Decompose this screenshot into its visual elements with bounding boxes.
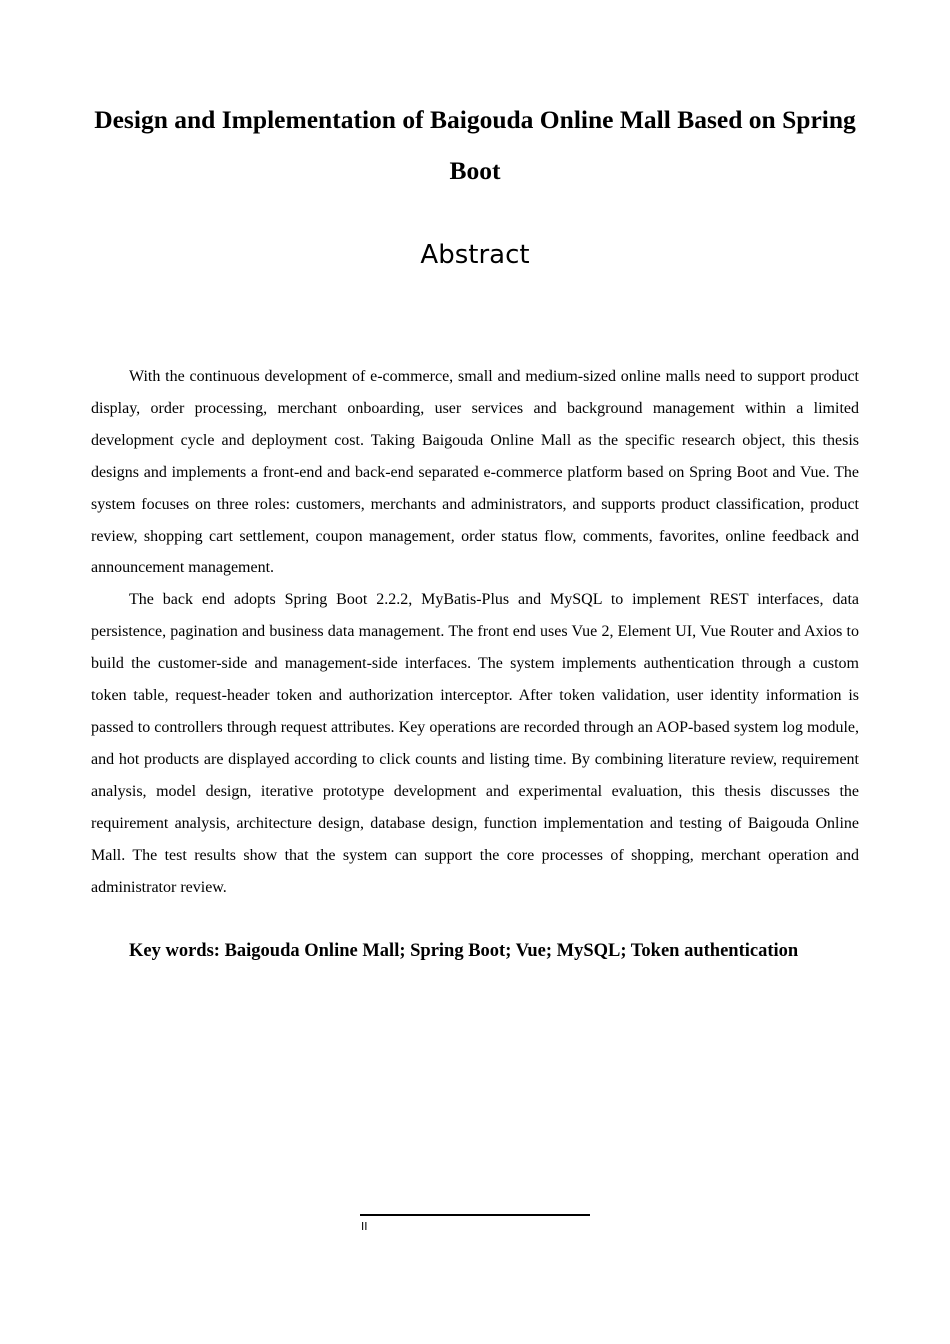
keywords-line: Key words: Baigouda Online Mall; Spring Boot; Vue; MySQL; Token authentication [129,941,799,961]
abstract-body [91,361,859,903]
abstract-heading: Abstract [420,240,530,270]
footer-divider [360,1214,590,1216]
abstract-paragraph-2: The back end adopts Spring Boot 2.2.2, MyBatis-Plus and MySQL to implement REST interfaces, data persistence, pagination and business data management. The front end uses Vue 2, Element UI, Vue Router and Axios to build the customer-side and management-side interfaces. The system implements authentication through a custom token table, request-header token and authorization interceptor. After token validation, user identity information is passed to controllers through request attributes. Key operations are recorded through an AOP-based system log module, and hot products are displayed according to click counts and listing time. By combining literature review, requirement analysis, model design, iterative prototype development and experimental evaluation, this thesis discusses the requirement analysis, architecture design, database design, function implementation and testing of Baigouda Online Mall. The test results show that the system can support the core processes of shopping, merchant operation and administrator review. [91,591,859,896]
abstract-paragraph-1: With the continuous development of e-commerce, small and medium-sized online malls need to support product display, order processing, merchant onboarding, user services and background management within a limited development cycle and deployment cost. Taking Baigouda Online Mall as the specific research object, this thesis designs and implements a front-end and back-end separated e-commerce platform based on Spring Boot and Vue. The system focuses on three roles: customers, merchants and administrators, and supports product classification, product review, shopping cart settlement, coupon management, order status flow, comments, favorites, online feedback and announcement management. [91,368,859,577]
thesis-title: Design and Implementation of Baigouda Online Mall Based on Spring Boot [94,105,856,185]
page-number: II [361,1220,368,1233]
